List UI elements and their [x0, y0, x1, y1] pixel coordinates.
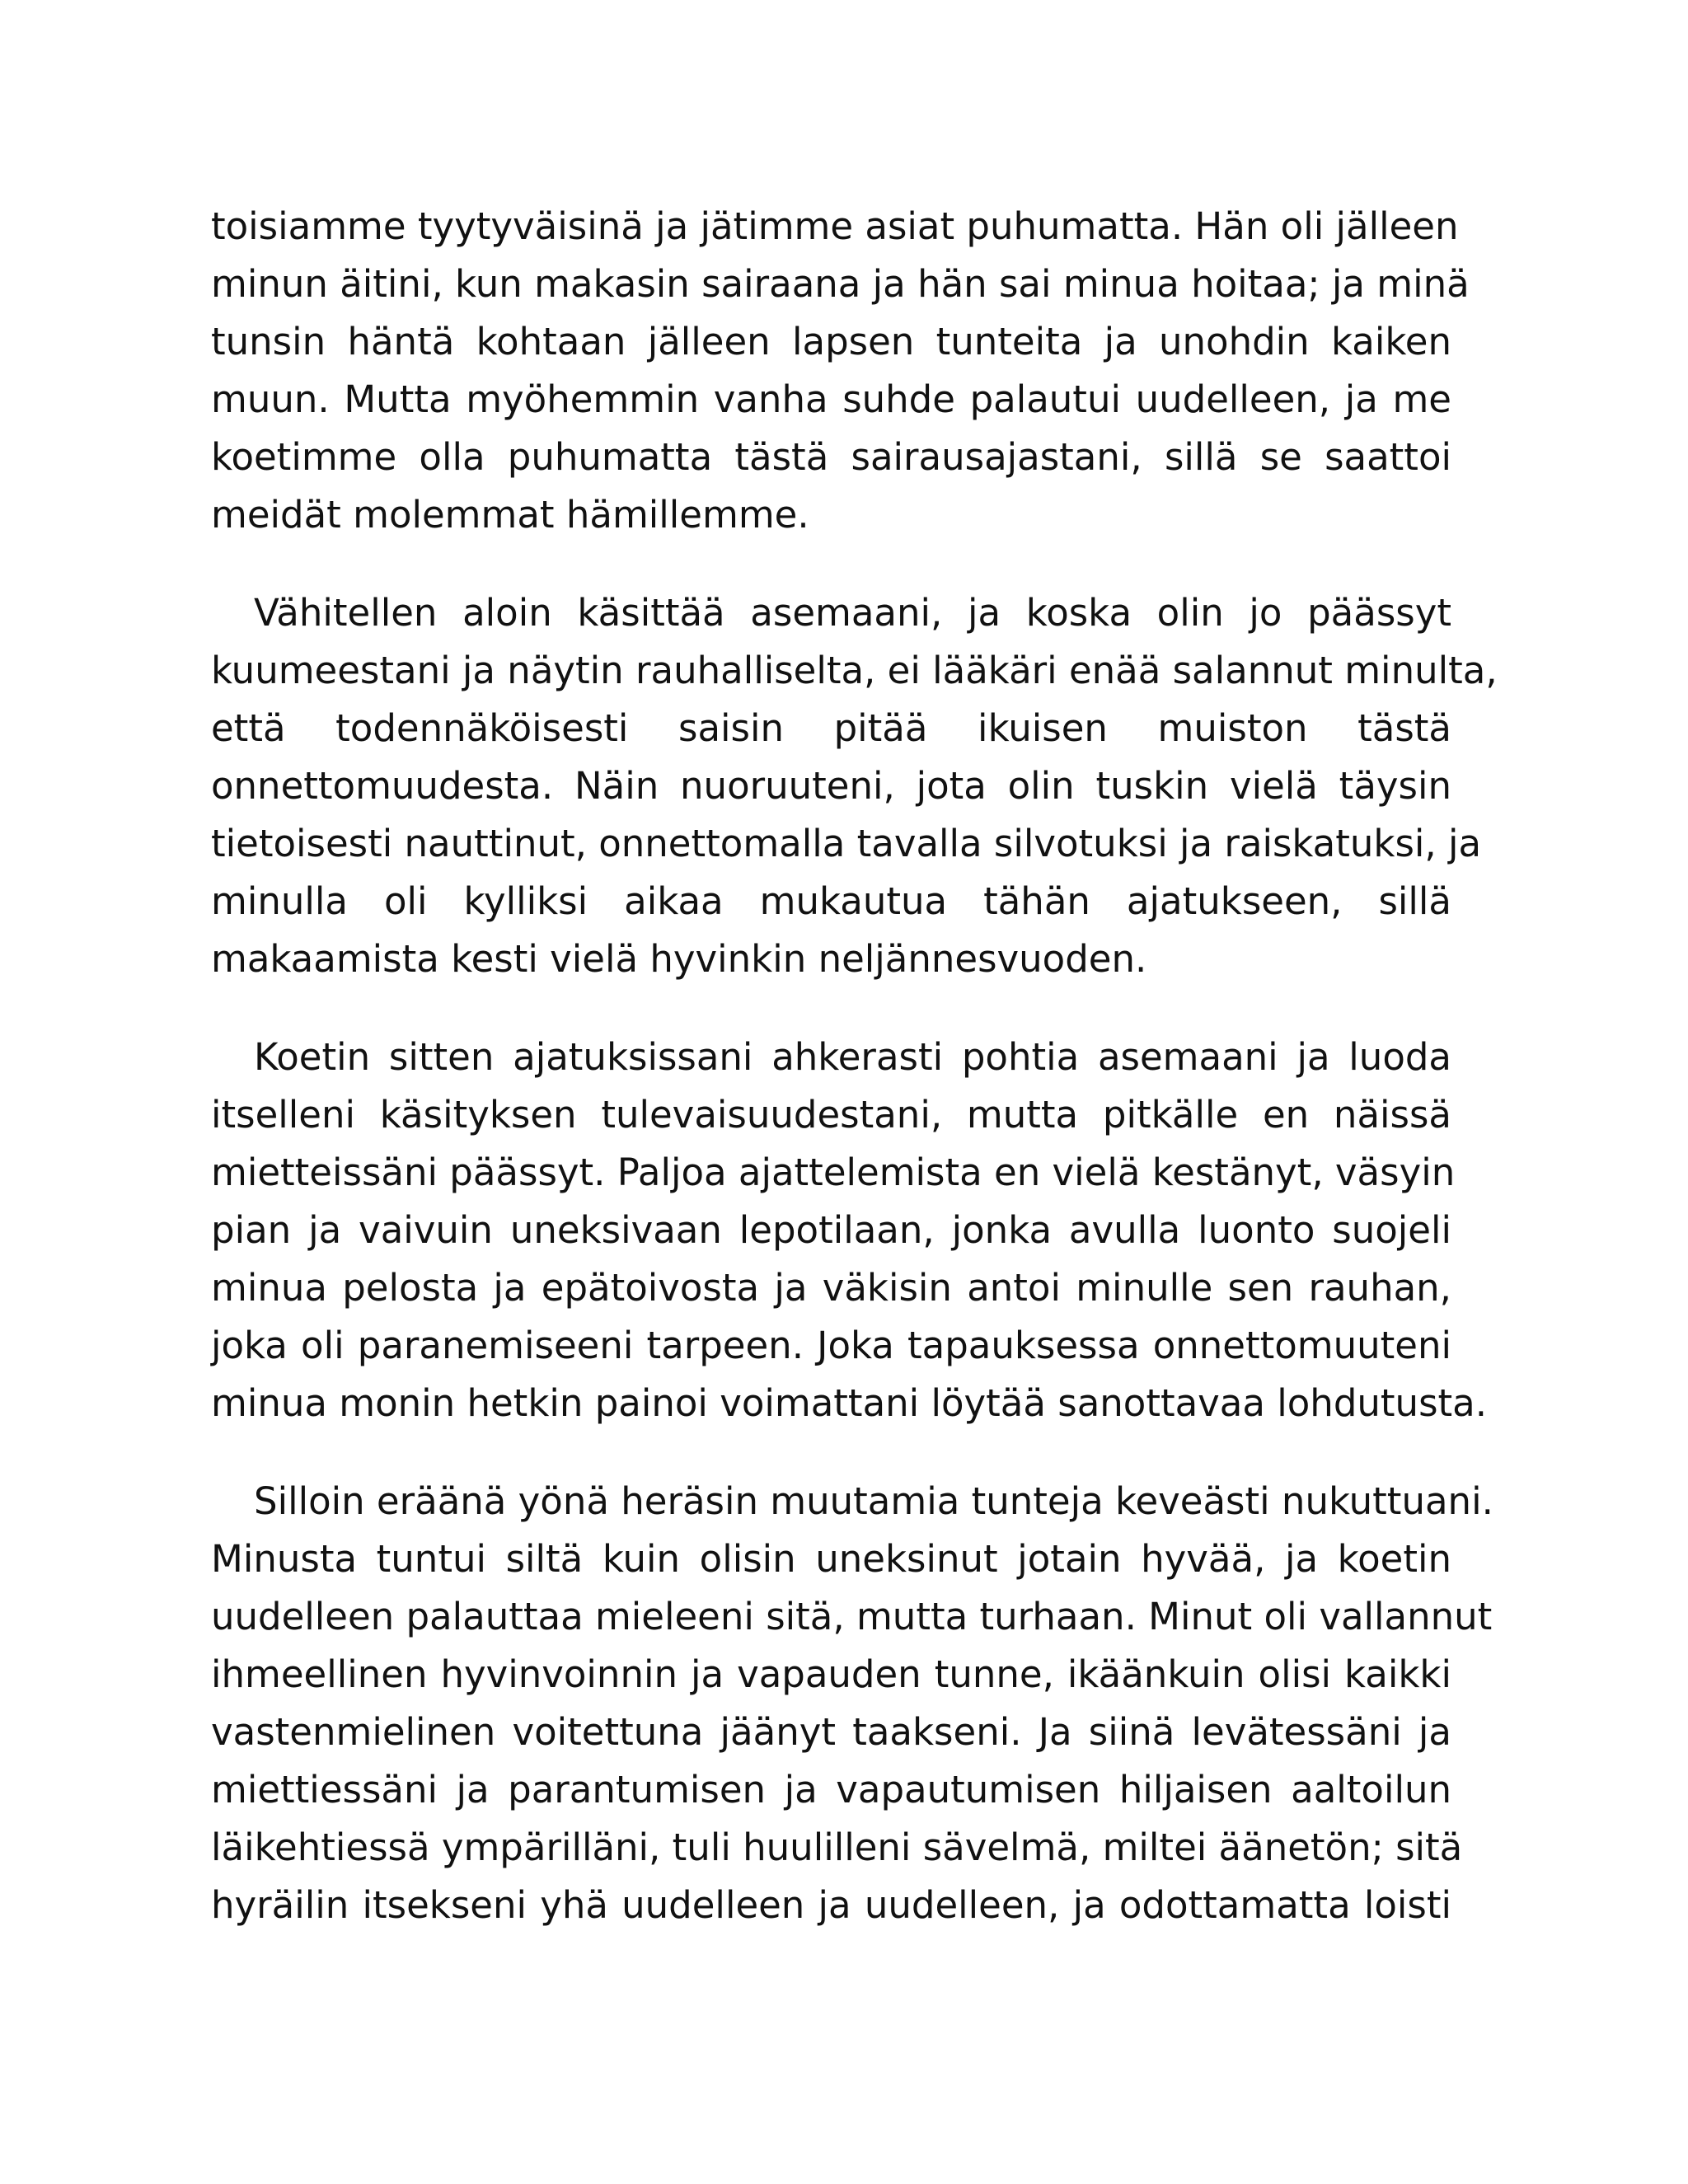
text-line: hyräilin itsekseni yhä uudelleen ja uudelleen, ja odottamatta loisti	[211, 1883, 1451, 1927]
text-line: ihmeellinen hyvinvoinnin ja vapauden tunne, ikäänkuin olisi kaikki	[211, 1652, 1451, 1696]
text-line: toisiamme tyytyväisinä ja jätimme asiat puhumatta. Hän oli jälleen	[211, 204, 1459, 248]
text-line: onnettomuudesta. Näin nuoruuteni, jota olin tuskin vielä täysin	[211, 764, 1451, 808]
text-line: tietoisesti nauttinut, onnettomalla tavalla silvotuksi ja raiskatuksi, ja	[211, 822, 1482, 865]
text-line: minulla oli kylliksi aikaa mukautua tähän ajatukseen, sillä	[211, 879, 1451, 923]
text-line: itselleni käsityksen tulevaisuudestani, mutta pitkälle en näissä	[211, 1093, 1451, 1137]
text-line: minua monin hetkin painoi voimattani löytää sanottavaa lohdutusta.	[211, 1381, 1488, 1425]
text-line: makaamista kesti vielä hyvinkin neljännesvuoden.	[211, 937, 1147, 981]
text-line: joka oli paranemiseeni tarpeen. Joka tapauksessa onnettomuuteni	[211, 1324, 1451, 1367]
text-line: minun äitini, kun makasin sairaana ja hän sai minua hoitaa; ja minä	[211, 262, 1470, 306]
text-line: vastenmielinen voitettuna jäänyt taakseni. Ja siinä levätessäni ja	[211, 1710, 1451, 1754]
text-line: pian ja vaivuin uneksivaan lepotilaan, jonka avulla luonto suojeli	[211, 1208, 1451, 1252]
text-line: Minusta tuntui siltä kuin olisin uneksinut jotain hyvää, ja koetin	[211, 1537, 1451, 1581]
text-line: Silloin eräänä yönä heräsin muutamia tunteja keveästi nukuttuani.	[254, 1479, 1493, 1523]
text-line: tunsin häntä kohtaan jälleen lapsen tunteita ja unohdin kaiken	[211, 320, 1451, 363]
text-line: Koetin sitten ajatuksissani ahkerasti pohtia asemaani ja luoda	[254, 1035, 1451, 1079]
text-line: miettiessäni ja parantumisen ja vapautumisen hiljaisen aaltoilun	[211, 1768, 1451, 1811]
text-line: meidät molemmat hämillemme.	[211, 493, 809, 537]
text-line: uudelleen palauttaa mieleeni sitä, mutta turhaan. Minut oli vallannut	[211, 1595, 1493, 1638]
text-line: että todennäköisesti saisin pitää ikuisen muiston tästä	[211, 706, 1451, 750]
text-line: kuumeestani ja näytin rauhalliselta, ei lääkäri enää salannut minulta,	[211, 649, 1498, 692]
text-line: minua pelosta ja epätoivosta ja väkisin antoi minulle sen rauhan,	[211, 1266, 1451, 1310]
text-line: Vähitellen aloin käsittää asemaani, ja koska olin jo päässyt	[254, 591, 1451, 635]
text-line: läikehtiessä ympärilläni, tuli huulilleni sävelmä, miltei äänetön; sitä	[211, 1825, 1463, 1869]
document-page	[211, 198, 1498, 1975]
paragraph-4	[211, 1473, 1493, 1934]
text-line: koetimme olla puhumatta tästä sairausajastani, sillä se saattoi	[211, 435, 1451, 479]
paragraph-2	[211, 584, 1498, 988]
text-line: mietteissäni päässyt. Paljoa ajattelemista en vielä kestänyt, väsyin	[211, 1151, 1456, 1194]
text-line: muun. Mutta myöhemmin vanha suhde palautui uudelleen, ja me	[211, 377, 1451, 421]
paragraph-3	[211, 1029, 1488, 1432]
paragraph-1	[211, 198, 1470, 544]
